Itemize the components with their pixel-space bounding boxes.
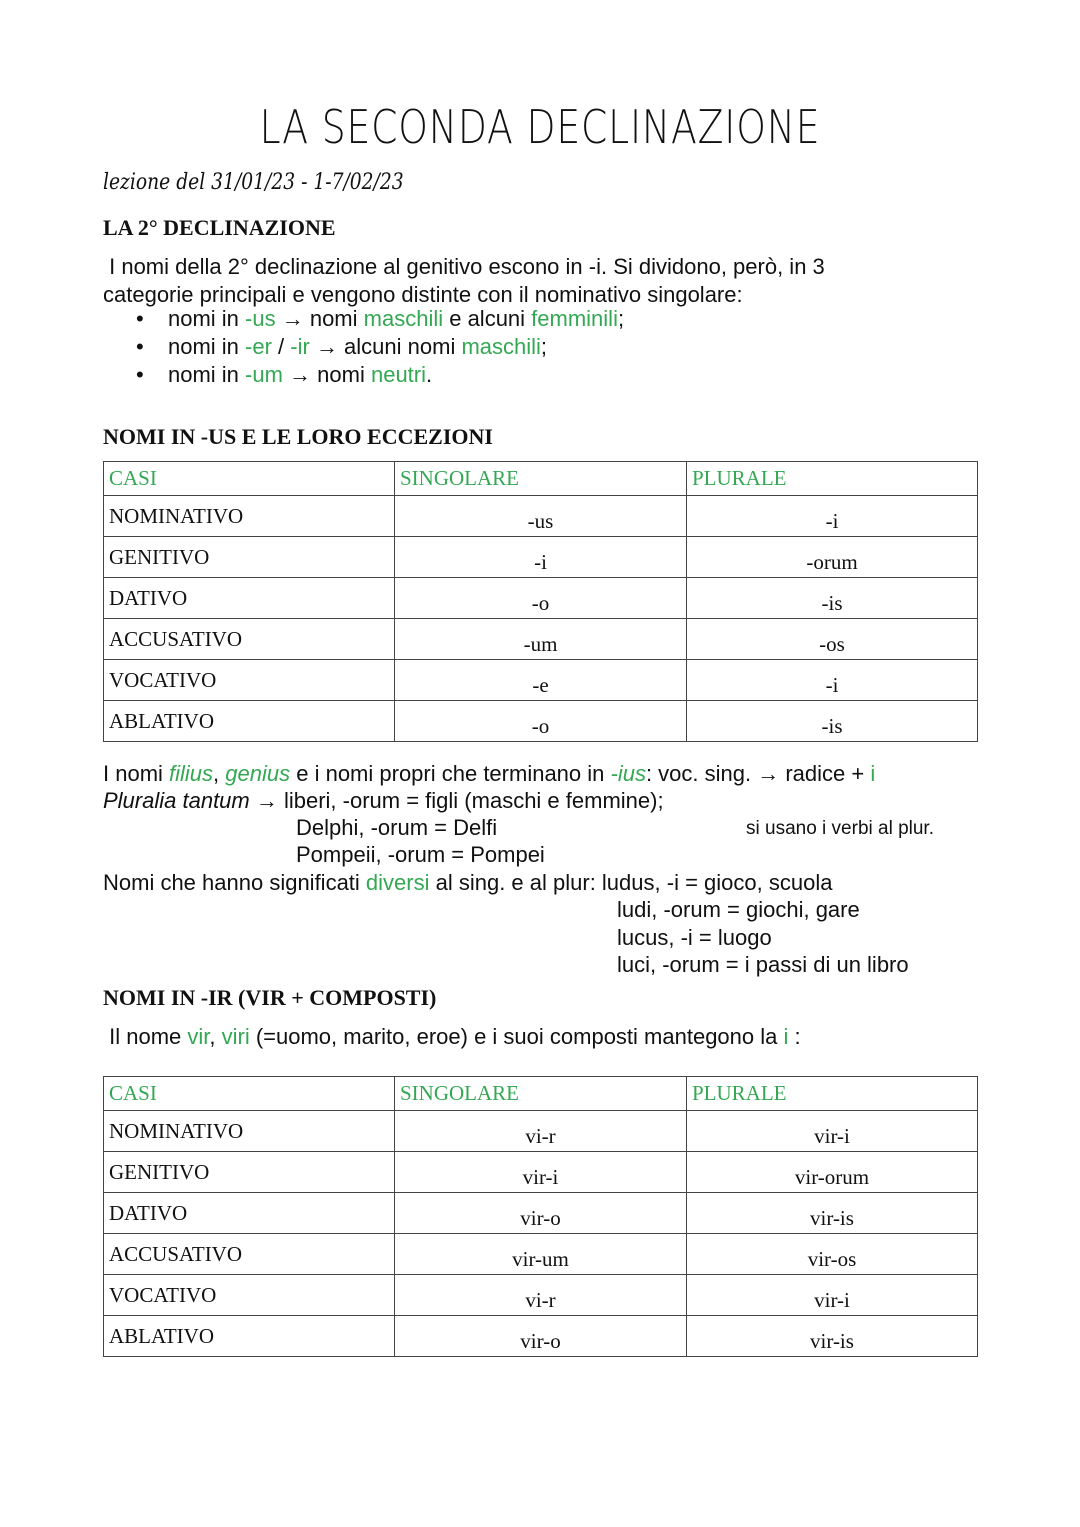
declension-table-vir (103, 1076, 978, 1357)
highlighted-text: neutri (370, 362, 427, 387)
highlighted-text: -ir (290, 334, 310, 359)
text-segment: e i nomi propri che terminano in (290, 761, 611, 786)
intro-line (103, 1024, 801, 1050)
ending-cell: -us (395, 496, 687, 537)
case-name-cell: VOCATIVO (104, 660, 395, 701)
note-line (617, 952, 909, 978)
list-item (103, 305, 624, 333)
ending-cell: -i (687, 660, 978, 701)
ending-cell: vir-is (687, 1316, 978, 1357)
list-item (103, 333, 624, 361)
text-segment: → nomi (275, 306, 364, 331)
note-line (617, 925, 772, 951)
ending-cell: -um (395, 619, 687, 660)
highlighted-text: -us (245, 306, 276, 331)
note-line (103, 761, 875, 787)
text-segment: Pompeii, -orum = Pompei (296, 842, 545, 867)
ending-cell: vir-i (687, 1275, 978, 1316)
text-segment: ; (617, 306, 625, 331)
text-segment: ; (540, 334, 548, 359)
case-name-cell: NOMINATIVO (104, 1111, 395, 1152)
text-segment: Pluralia tantum (103, 788, 250, 813)
text-segment: I nomi della 2° declinazione al genitivo escono in -i. Si dividono, però, in 3 (103, 254, 825, 279)
note-line (296, 842, 545, 868)
case-name-cell: VOCATIVO (104, 1275, 395, 1316)
text-segment: → liberi, -orum = figli (maschi e femmine); (249, 788, 664, 813)
section-heading: NOMI IN -US E LE LORO ECCEZIONI (103, 424, 493, 449)
text-segment: ludi, -orum = giochi, gare (617, 897, 860, 922)
text-segment: . (426, 362, 433, 387)
ending-cell: vir-um (395, 1234, 687, 1275)
table-row (104, 537, 978, 578)
side-note: si usano i verbi al plur. (746, 818, 934, 839)
column-header: PLURALE (687, 1077, 978, 1111)
ending-cell: vir-o (395, 1316, 687, 1357)
case-name-cell: ABLATIVO (104, 701, 395, 742)
table-row (104, 701, 978, 742)
text-segment: luci, -orum = i passi di un libro (617, 952, 909, 977)
ending-cell: vir-i (395, 1152, 687, 1193)
ending-cell: vir-i (687, 1111, 978, 1152)
table-row (104, 1316, 978, 1357)
highlighted-text: filius (169, 761, 214, 786)
table-row (104, 1111, 978, 1152)
ending-cell: -is (687, 578, 978, 619)
text-segment: , (209, 1024, 222, 1049)
intro-line (103, 254, 825, 280)
highlighted-text: vir (187, 1024, 210, 1049)
category-list (103, 305, 624, 389)
note-line (103, 870, 832, 896)
case-name-cell: DATIVO (104, 578, 395, 619)
case-name-cell: GENITIVO (104, 1152, 395, 1193)
ending-cell: vir-orum (687, 1152, 978, 1193)
table-row (104, 578, 978, 619)
highlighted-text: viri (221, 1024, 250, 1049)
text-segment: al sing. e al plur: ludus, -i = gioco, scuola (429, 870, 833, 895)
column-header: PLURALE (687, 462, 978, 496)
text-segment: : voc. sing. → radice + (645, 761, 871, 786)
ending-cell: -e (395, 660, 687, 701)
highlighted-text: -ius (610, 761, 646, 786)
table-row (104, 1275, 978, 1316)
highlighted-text: i (783, 1024, 789, 1049)
text-segment: → nomi (282, 362, 371, 387)
column-header: SINGOLARE (395, 462, 687, 496)
text-segment: lucus, -i = luogo (617, 925, 772, 950)
highlighted-text: i (870, 761, 876, 786)
table-header-row (104, 462, 978, 496)
text-segment: → alcuni nomi (309, 334, 462, 359)
table-row (104, 1152, 978, 1193)
ending-cell: vi-r (395, 1275, 687, 1316)
table-row (104, 496, 978, 537)
text-segment: (=uomo, marito, eroe) e i suoi composti mantegono la (249, 1024, 784, 1049)
ending-cell: vir-o (395, 1193, 687, 1234)
text-segment: I nomi (103, 761, 170, 786)
ending-cell: -os (687, 619, 978, 660)
ending-cell: vir-is (687, 1193, 978, 1234)
ending-cell: -o (395, 701, 687, 742)
list-item (103, 361, 624, 389)
highlighted-text: -um (245, 362, 283, 387)
note-line (103, 788, 664, 814)
column-header: CASI (104, 462, 395, 496)
text-segment: Il nome (103, 1024, 188, 1049)
section-heading: NOMI IN -IR (VIR + COMPOSTI) (103, 985, 437, 1010)
ending-cell: -is (687, 701, 978, 742)
column-header: SINGOLARE (395, 1077, 687, 1111)
table-row (104, 1193, 978, 1234)
text-segment: , (213, 761, 226, 786)
note-line (617, 897, 860, 923)
ending-cell: -orum (687, 537, 978, 578)
highlighted-text: diversi (365, 870, 430, 895)
case-name-cell: GENITIVO (104, 537, 395, 578)
case-name-cell: ACCUSATIVO (104, 619, 395, 660)
highlighted-text: maschili (363, 306, 444, 331)
section-heading: LA 2° DECLINAZIONE (103, 215, 336, 240)
text-segment: : (788, 1024, 801, 1049)
table-row (104, 1234, 978, 1275)
page-title: LA SECONDA DECLINAZIONE (259, 100, 821, 154)
highlighted-text: maschili (461, 334, 541, 359)
case-name-cell: DATIVO (104, 1193, 395, 1234)
table-row (104, 660, 978, 701)
ending-cell: vir-os (687, 1234, 978, 1275)
case-name-cell: ACCUSATIVO (104, 1234, 395, 1275)
case-name-cell: NOMINATIVO (104, 496, 395, 537)
text-segment: categorie principali e vengono distinte con il nominativo singolare: (103, 282, 743, 307)
text-segment: nomi in (168, 334, 246, 359)
case-name-cell: ABLATIVO (104, 1316, 395, 1357)
note-line (296, 815, 497, 841)
ending-cell: -i (395, 537, 687, 578)
declension-table-us (103, 461, 978, 742)
highlighted-text: -er (245, 334, 272, 359)
text-segment: nomi in (168, 362, 246, 387)
column-header: CASI (104, 1077, 395, 1111)
ending-cell: -o (395, 578, 687, 619)
text-segment: / (271, 334, 291, 359)
ending-cell: -i (687, 496, 978, 537)
highlighted-text: genius (225, 761, 291, 786)
text-segment: nomi in (168, 306, 246, 331)
table-header-row (104, 1077, 978, 1111)
ending-cell: vi-r (395, 1111, 687, 1152)
text-segment: Delphi, -orum = Delfi (296, 815, 498, 840)
highlighted-text: femminili (531, 306, 618, 331)
lesson-date: lezione del 31/01/23 - 1-7/02/23 (103, 170, 404, 195)
table-row (104, 619, 978, 660)
text-segment: e alcuni (443, 306, 532, 331)
text-segment: Nomi che hanno significati (103, 870, 366, 895)
